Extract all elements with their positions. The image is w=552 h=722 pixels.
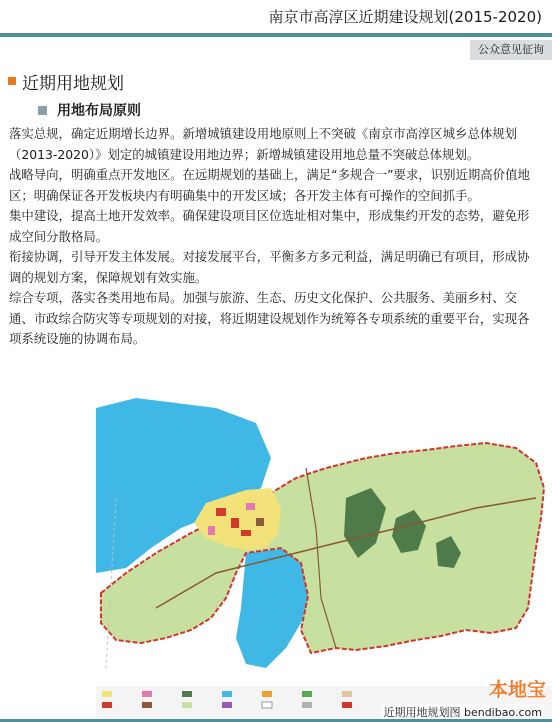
land-use-map [96,368,552,722]
subsection-title: 用地布局原则 [57,103,141,119]
consultation-tag: 公众意见征询 [470,40,552,60]
header-rule [0,33,552,37]
paragraph: 战略导向，明确重点开发地区。在远期规划的基础上，满足“多规合一”要求，识别近期高价值地区；明确保证各开发板块内有明确集中的开发区域；各开发主体有可操作的空间抓手。 [9,167,530,203]
paragraph: 综合专项，落实各类用地布局。加强与旅游、生态、历史文化保护、公共服务、美丽乡村、交通、市政综合防灾等专项规划的对接，将近期建设规划作为统筹各专项系统的重要平台，实现各项系统设施的协调布局。 [9,290,530,346]
principles-text [9,124,541,350]
watermark-logo: 本地宝 [488,679,546,701]
subsection-marker [38,106,47,115]
paragraph: 落实总规，确定近期增长边界。新增城镇建设用地原则上不突破《南京市高淳区城乡总体规划（2013-2020）》划定的城镇建设用地边界；新增城镇建设用地总量不突破总体规划。 [9,126,518,162]
page-title: 南京市高淳区近期建设规划(2015-2020) [268,8,542,26]
paragraph: 衔接协调，引导开发主体发展。对接发展平台，平衡多方多元利益，满足明确已有项目，形成协调的规划方案，保障规划有效实施。 [9,249,530,285]
paragraph: 集中建设，提高土地开发效率。确保建设项目区位选址相对集中，形成集约开发的态势，避免形成空间分散格局。 [9,208,530,244]
land-use-map-drawing [96,368,552,722]
section-marker [8,77,16,85]
footer-caption: 近期用地规划图 bendibao.com [383,706,542,719]
section-title: 近期用地规划 [22,74,124,94]
